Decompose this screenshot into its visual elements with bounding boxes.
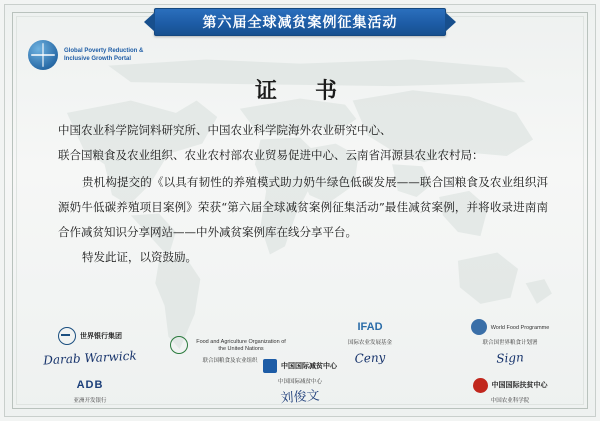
banner-title: 第六届全球减贫案例征集活动 [202,14,398,30]
signatory-name: 中国国际扶贫中心 [491,382,548,389]
red-seal-icon [450,374,570,396]
wfp-emblem-icon [471,319,487,335]
signatory-adb [30,374,150,405]
brand-line-1: Global Poverty Reduction & [64,48,144,54]
brand-text [64,47,143,63]
body-line-4: 特发此证，以资鼓励。 [82,250,197,264]
signature: Darab Warwick [42,348,138,368]
idrc-icon [240,355,360,377]
signatory-cidrc [450,374,570,405]
signatory-caption: 亚洲开发银行 [73,398,107,404]
ribbon-left-decoration [144,12,155,32]
page-title: 证 书 [254,78,345,104]
signatory-name: 中国国际减贫中心 [281,363,337,370]
signatory-caption: 联合国世界粮食计划署 [482,340,538,346]
signatory-name: ADB [76,379,104,391]
title-banner [154,8,446,36]
globe-icon [28,40,58,70]
signatory-name: World Food Programme [490,324,550,331]
fao-wheat-icon [170,336,188,354]
signatory-name: IFAD [357,321,383,333]
adb-icon [30,374,150,396]
signatory-row-secondary [30,355,570,405]
wfp-icon [450,316,570,338]
signatory-caption: 中国国际减贫中心 [277,379,322,385]
signatory-caption: 国际农业发展基金 [347,340,392,346]
signatory-name: 世界银行集团 [80,333,122,340]
signatory-caption: 联合国粮食及农业组织 [202,358,258,364]
signature: Ceny [354,350,386,366]
signature: 刘俊文 [280,388,321,407]
world-bank-icon [30,325,150,347]
ifad-icon [310,316,430,338]
fao-icon [170,334,290,356]
body-line-1: 中国农业科学院饲料研究所、中国农业科学院海外农业研究中心、 [58,123,392,137]
signatory-name: Food and Agriculture Organization of the United Nations [196,339,286,352]
signatory-idrc [240,355,360,405]
body-line-2: 联合国粮食及农业组织、农业农村部农业贸易促进中心、云南省洱源县农业农村局： [58,148,484,162]
signature: Sign [495,350,525,366]
world-bank-globe-icon [58,327,76,345]
brand-line-2: Inclusive Growth Portal [64,56,132,62]
body-line-3: 贵机构提交的《以具有韧性的养殖模式助力奶牛绿色低碳发展——联合国粮食及农业组织洱源奶牛低碳养殖项目案例》荣获“第六届全球减贫案例征集活动”最佳减贫案例，并将收录进南南合作减贫知识分享网站——中外减贫案例库在线分享平台。 [58,175,548,239]
red-seal-emblem-icon [473,378,488,393]
idrc-emblem-icon [263,359,277,373]
certificate-body [58,118,548,270]
ribbon-right-decoration [445,12,456,32]
signatory-caption: 中国农业科学院 [490,398,530,404]
portal-brand [28,40,143,70]
